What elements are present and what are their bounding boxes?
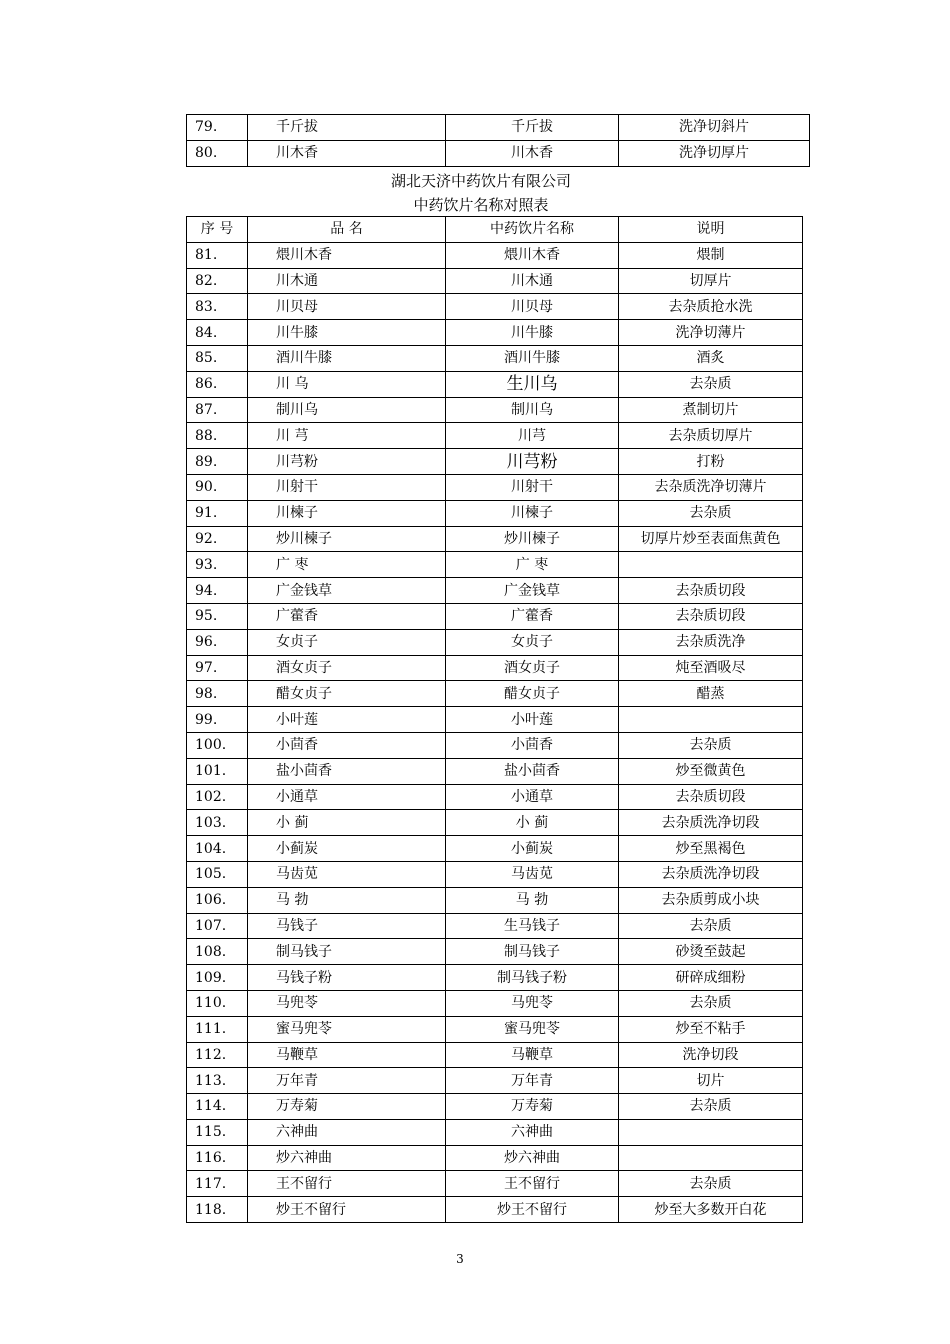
serial-no-cell: 81. bbox=[187, 242, 248, 268]
description-cell: 切厚片炒至表面焦黄色 bbox=[619, 526, 803, 552]
table-row bbox=[187, 681, 803, 707]
product-name-cell: 制马钱子 bbox=[248, 939, 446, 965]
serial-no-cell: 100. bbox=[187, 732, 248, 758]
product-name-cell: 千斤拔 bbox=[248, 115, 446, 141]
description-cell: 洗净切薄片 bbox=[619, 320, 803, 346]
description-cell: 去杂质 bbox=[619, 990, 803, 1016]
standard-name-cell: 制马钱子 bbox=[446, 939, 619, 965]
description-cell: 去杂质洗净切段 bbox=[619, 810, 803, 836]
product-name-cell: 马兜苓 bbox=[248, 990, 446, 1016]
product-name-cell: 川贝母 bbox=[248, 294, 446, 320]
serial-no-cell: 106. bbox=[187, 887, 248, 913]
product-name-cell: 煨川木香 bbox=[248, 242, 446, 268]
serial-no-cell: 80. bbox=[187, 140, 248, 166]
table-row bbox=[187, 965, 803, 991]
product-name-cell: 女贞子 bbox=[248, 629, 446, 655]
table-row bbox=[187, 1171, 803, 1197]
description-cell: 研碎成细粉 bbox=[619, 965, 803, 991]
product-name-cell: 川木通 bbox=[248, 268, 446, 294]
product-name-cell: 王不留行 bbox=[248, 1171, 446, 1197]
serial-no-cell: 92. bbox=[187, 526, 248, 552]
table-row bbox=[187, 1068, 803, 1094]
product-name-cell: 酒女贞子 bbox=[248, 655, 446, 681]
product-name-cell: 广藿香 bbox=[248, 603, 446, 629]
product-name-cell: 川楝子 bbox=[248, 500, 446, 526]
description-cell: 去杂质 bbox=[619, 371, 803, 397]
serial-no-cell: 104. bbox=[187, 836, 248, 862]
standard-name-cell: 炒六神曲 bbox=[446, 1145, 619, 1171]
standard-name-cell: 煨川木香 bbox=[446, 242, 619, 268]
table-row bbox=[187, 655, 803, 681]
serial-no-cell: 118. bbox=[187, 1197, 248, 1223]
description-cell: 洗净切厚片 bbox=[619, 140, 810, 166]
standard-name-cell: 六神曲 bbox=[446, 1119, 619, 1145]
table-row bbox=[187, 423, 803, 449]
table-row bbox=[187, 397, 803, 423]
standard-name-cell: 川牛膝 bbox=[446, 320, 619, 346]
standard-name-cell: 广金钱草 bbox=[446, 578, 619, 604]
name-comparison-table bbox=[186, 216, 803, 1223]
table-row bbox=[187, 268, 803, 294]
standard-name-cell: 制马钱子粉 bbox=[446, 965, 619, 991]
continued-table-body bbox=[187, 115, 810, 167]
table-row bbox=[187, 939, 803, 965]
standard-name-cell: 炒川楝子 bbox=[446, 526, 619, 552]
serial-no-cell: 98. bbox=[187, 681, 248, 707]
standard-name-cell: 醋女贞子 bbox=[446, 681, 619, 707]
description-cell: 切厚片 bbox=[619, 268, 803, 294]
serial-no-cell: 110. bbox=[187, 990, 248, 1016]
description-cell: 炒至大多数开白花 bbox=[619, 1197, 803, 1223]
table-row bbox=[187, 913, 803, 939]
description-cell: 去杂质 bbox=[619, 732, 803, 758]
table-row bbox=[187, 578, 803, 604]
description-cell: 醋蒸 bbox=[619, 681, 803, 707]
description-cell: 去杂质 bbox=[619, 913, 803, 939]
standard-name-cell: 生马钱子 bbox=[446, 913, 619, 939]
table-row bbox=[187, 449, 803, 475]
serial-no-cell: 95. bbox=[187, 603, 248, 629]
standard-name-cell: 万年青 bbox=[446, 1068, 619, 1094]
standard-name-cell: 马齿苋 bbox=[446, 861, 619, 887]
table-row bbox=[187, 810, 803, 836]
standard-name-cell: 川贝母 bbox=[446, 294, 619, 320]
table-row bbox=[187, 1119, 803, 1145]
standard-name-cell: 川芎 bbox=[446, 423, 619, 449]
serial-no-cell: 108. bbox=[187, 939, 248, 965]
table-row bbox=[187, 707, 803, 733]
table-row bbox=[187, 1197, 803, 1223]
product-name-cell: 川射干 bbox=[248, 474, 446, 500]
standard-name-cell: 小通草 bbox=[446, 784, 619, 810]
serial-no-cell: 113. bbox=[187, 1068, 248, 1094]
table-row bbox=[187, 990, 803, 1016]
table-header-row bbox=[187, 217, 803, 243]
description-cell: 去杂质 bbox=[619, 1094, 803, 1120]
standard-name-cell: 小茴香 bbox=[446, 732, 619, 758]
product-name-cell: 小通草 bbox=[248, 784, 446, 810]
standard-name-cell: 马鞭草 bbox=[446, 1042, 619, 1068]
description-cell: 煨制 bbox=[619, 242, 803, 268]
product-name-cell: 广 枣 bbox=[248, 552, 446, 578]
table-row bbox=[187, 552, 803, 578]
product-name-cell: 小蓟炭 bbox=[248, 836, 446, 862]
serial-no-cell: 115. bbox=[187, 1119, 248, 1145]
serial-no-cell: 96. bbox=[187, 629, 248, 655]
table-row bbox=[187, 887, 803, 913]
description-cell: 切片 bbox=[619, 1068, 803, 1094]
standard-name-cell: 川射干 bbox=[446, 474, 619, 500]
header-standard-name: 中药饮片名称 bbox=[446, 217, 619, 243]
product-name-cell: 马鞭草 bbox=[248, 1042, 446, 1068]
serial-no-cell: 109. bbox=[187, 965, 248, 991]
table-row bbox=[187, 732, 803, 758]
standard-name-cell: 盐小茴香 bbox=[446, 758, 619, 784]
serial-no-cell: 90. bbox=[187, 474, 248, 500]
product-name-cell: 马钱子粉 bbox=[248, 965, 446, 991]
standard-name-cell: 广 枣 bbox=[446, 552, 619, 578]
serial-no-cell: 103. bbox=[187, 810, 248, 836]
table-row bbox=[187, 115, 810, 141]
product-name-cell: 广金钱草 bbox=[248, 578, 446, 604]
table-row bbox=[187, 474, 803, 500]
table-row bbox=[187, 1094, 803, 1120]
description-cell bbox=[619, 1119, 803, 1145]
serial-no-cell: 102. bbox=[187, 784, 248, 810]
standard-name-cell: 千斤拔 bbox=[446, 115, 619, 141]
serial-no-cell: 116. bbox=[187, 1145, 248, 1171]
serial-no-cell: 89. bbox=[187, 449, 248, 475]
product-name-cell: 川木香 bbox=[248, 140, 446, 166]
table-row bbox=[187, 836, 803, 862]
product-name-cell: 万年青 bbox=[248, 1068, 446, 1094]
product-name-cell: 制川乌 bbox=[248, 397, 446, 423]
description-cell: 炖至酒吸尽 bbox=[619, 655, 803, 681]
product-name-cell: 盐小茴香 bbox=[248, 758, 446, 784]
description-cell: 炒至黑褐色 bbox=[619, 836, 803, 862]
serial-no-cell: 84. bbox=[187, 320, 248, 346]
standard-name-cell: 酒女贞子 bbox=[446, 655, 619, 681]
table-row bbox=[187, 629, 803, 655]
description-cell: 炒至微黄色 bbox=[619, 758, 803, 784]
description-cell bbox=[619, 707, 803, 733]
table-row bbox=[187, 1042, 803, 1068]
header-serial-no: 序 号 bbox=[187, 217, 248, 243]
product-name-cell: 川牛膝 bbox=[248, 320, 446, 346]
description-cell: 去杂质切段 bbox=[619, 784, 803, 810]
serial-no-cell: 79. bbox=[187, 115, 248, 141]
standard-name-cell: 生川乌 bbox=[446, 371, 619, 397]
product-name-cell: 炒川楝子 bbox=[248, 526, 446, 552]
page-number: 3 bbox=[456, 1252, 464, 1266]
serial-no-cell: 91. bbox=[187, 500, 248, 526]
header-description: 说明 bbox=[619, 217, 803, 243]
standard-name-cell: 川木通 bbox=[446, 268, 619, 294]
table-row bbox=[187, 526, 803, 552]
description-cell: 去杂质抢水洗 bbox=[619, 294, 803, 320]
table-row bbox=[187, 294, 803, 320]
product-name-cell: 川芎粉 bbox=[248, 449, 446, 475]
standard-name-cell: 小蓟炭 bbox=[446, 836, 619, 862]
description-cell: 酒炙 bbox=[619, 345, 803, 371]
table-row bbox=[187, 1145, 803, 1171]
table-row bbox=[187, 758, 803, 784]
product-name-cell: 川 乌 bbox=[248, 371, 446, 397]
serial-no-cell: 101. bbox=[187, 758, 248, 784]
description-cell: 去杂质洗净切薄片 bbox=[619, 474, 803, 500]
description-cell: 去杂质 bbox=[619, 1171, 803, 1197]
description-cell: 去杂质切段 bbox=[619, 578, 803, 604]
serial-no-cell: 85. bbox=[187, 345, 248, 371]
continued-table bbox=[186, 114, 810, 167]
serial-no-cell: 82. bbox=[187, 268, 248, 294]
description-cell: 打粉 bbox=[619, 449, 803, 475]
serial-no-cell: 111. bbox=[187, 1016, 248, 1042]
description-cell: 去杂质剪成小块 bbox=[619, 887, 803, 913]
table-row bbox=[187, 1016, 803, 1042]
serial-no-cell: 86. bbox=[187, 371, 248, 397]
standard-name-cell: 小叶莲 bbox=[446, 707, 619, 733]
serial-no-cell: 83. bbox=[187, 294, 248, 320]
product-name-cell: 醋女贞子 bbox=[248, 681, 446, 707]
standard-name-cell: 炒王不留行 bbox=[446, 1197, 619, 1223]
header-product-name: 品 名 bbox=[248, 217, 446, 243]
product-name-cell: 马钱子 bbox=[248, 913, 446, 939]
serial-no-cell: 117. bbox=[187, 1171, 248, 1197]
serial-no-cell: 97. bbox=[187, 655, 248, 681]
serial-no-cell: 88. bbox=[187, 423, 248, 449]
table-row bbox=[187, 861, 803, 887]
table-row bbox=[187, 371, 803, 397]
serial-no-cell: 93. bbox=[187, 552, 248, 578]
standard-name-cell: 马 勃 bbox=[446, 887, 619, 913]
standard-name-cell: 王不留行 bbox=[446, 1171, 619, 1197]
standard-name-cell: 广藿香 bbox=[446, 603, 619, 629]
serial-no-cell: 94. bbox=[187, 578, 248, 604]
product-name-cell: 炒六神曲 bbox=[248, 1145, 446, 1171]
description-cell: 炒至不粘手 bbox=[619, 1016, 803, 1042]
description-cell bbox=[619, 552, 803, 578]
table-row bbox=[187, 242, 803, 268]
table-row bbox=[187, 784, 803, 810]
standard-name-cell: 制川乌 bbox=[446, 397, 619, 423]
serial-no-cell: 107. bbox=[187, 913, 248, 939]
description-cell bbox=[619, 1145, 803, 1171]
description-cell: 去杂质 bbox=[619, 500, 803, 526]
standard-name-cell: 马兜苓 bbox=[446, 990, 619, 1016]
product-name-cell: 蜜马兜苓 bbox=[248, 1016, 446, 1042]
serial-no-cell: 114. bbox=[187, 1094, 248, 1120]
description-cell: 煮制切片 bbox=[619, 397, 803, 423]
product-name-cell: 马 勃 bbox=[248, 887, 446, 913]
company-name: 湖北天济中药饮片有限公司 bbox=[390, 172, 571, 190]
product-name-cell: 马齿苋 bbox=[248, 861, 446, 887]
product-name-cell: 酒川牛膝 bbox=[248, 345, 446, 371]
table-row bbox=[187, 603, 803, 629]
standard-name-cell: 川木香 bbox=[446, 140, 619, 166]
product-name-cell: 炒王不留行 bbox=[248, 1197, 446, 1223]
main-table-body bbox=[187, 242, 803, 1222]
serial-no-cell: 105. bbox=[187, 861, 248, 887]
product-name-cell: 小茴香 bbox=[248, 732, 446, 758]
standard-name-cell: 万寿菊 bbox=[446, 1094, 619, 1120]
document-title: 中药饮片名称对照表 bbox=[413, 196, 549, 214]
product-name-cell: 小 蓟 bbox=[248, 810, 446, 836]
product-name-cell: 川 芎 bbox=[248, 423, 446, 449]
table-row bbox=[187, 140, 810, 166]
description-cell: 砂烫至鼓起 bbox=[619, 939, 803, 965]
description-cell: 去杂质切厚片 bbox=[619, 423, 803, 449]
description-cell: 洗净切斜片 bbox=[619, 115, 810, 141]
standard-name-cell: 小 蓟 bbox=[446, 810, 619, 836]
serial-no-cell: 87. bbox=[187, 397, 248, 423]
product-name-cell: 小叶莲 bbox=[248, 707, 446, 733]
standard-name-cell: 川芎粉 bbox=[446, 449, 619, 475]
serial-no-cell: 99. bbox=[187, 707, 248, 733]
standard-name-cell: 川楝子 bbox=[446, 500, 619, 526]
standard-name-cell: 女贞子 bbox=[446, 629, 619, 655]
description-cell: 去杂质洗净 bbox=[619, 629, 803, 655]
standard-name-cell: 蜜马兜苓 bbox=[446, 1016, 619, 1042]
serial-no-cell: 112. bbox=[187, 1042, 248, 1068]
table-row bbox=[187, 320, 803, 346]
table-row bbox=[187, 345, 803, 371]
product-name-cell: 万寿菊 bbox=[248, 1094, 446, 1120]
product-name-cell: 六神曲 bbox=[248, 1119, 446, 1145]
table-row bbox=[187, 500, 803, 526]
description-cell: 洗净切段 bbox=[619, 1042, 803, 1068]
description-cell: 去杂质洗净切段 bbox=[619, 861, 803, 887]
standard-name-cell: 酒川牛膝 bbox=[446, 345, 619, 371]
description-cell: 去杂质切段 bbox=[619, 603, 803, 629]
